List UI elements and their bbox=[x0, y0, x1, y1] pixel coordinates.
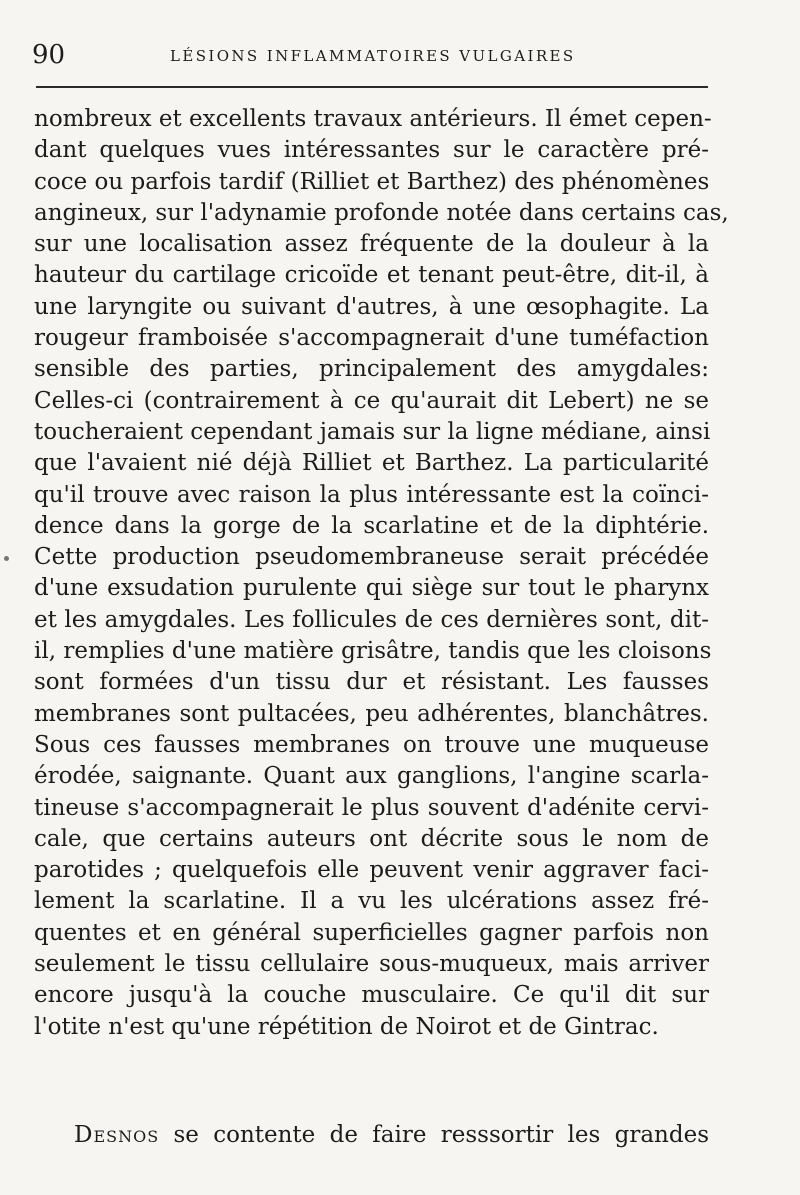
text-line-18: il, remplies d'une matière grisâtre, tandis que les cloisons bbox=[34, 638, 712, 665]
text-line-28: seulement le tissu cellulaire sous-muqueux, mais arriver bbox=[34, 951, 709, 978]
text-line-13: qu'il trouve avec raison la plus intéressante est la coïnci- bbox=[34, 481, 709, 508]
paragraph-2 bbox=[74, 1120, 709, 1151]
text-line-27: quentes et en général superficielles gagner parfois non bbox=[34, 919, 709, 946]
text-line-7: une laryngite ou suivant d'autres, à une œsophagite. La bbox=[34, 293, 709, 320]
text-line-5: sur une localisation assez fréquente de la douleur à la bbox=[34, 231, 709, 258]
author-name: Desnos bbox=[74, 1122, 160, 1148]
text-line-9: sensible des parties, principalement des amygdales: bbox=[34, 356, 709, 383]
page-header bbox=[32, 38, 708, 72]
text-line-19: sont formées d'un tissu dur et résistant. Les fausses bbox=[34, 669, 709, 696]
text-line-17: et les amygdales. Les follicules de ces dernières sont, dit- bbox=[34, 606, 709, 633]
text-line-25: parotides ; quelquefois elle peuvent venir aggraver faci- bbox=[34, 857, 709, 884]
text-line-21: Sous ces fausses membranes on trouve une muqueuse bbox=[34, 731, 709, 758]
text-line-10: Celles-ci (contrairement à ce qu'aurait dit Lebert) ne se bbox=[34, 387, 709, 414]
paragraph-2-text: se contente de faire resssortir les grandes bbox=[159, 1122, 709, 1148]
text-line-2: dant quelques vues intéressantes sur le caractère pré- bbox=[34, 137, 709, 164]
paragraph-2-line bbox=[74, 1120, 709, 1151]
text-line-8: rougeur framboisée s'accompagnerait d'une tuméfaction bbox=[34, 325, 709, 352]
text-line-3: coce ou parfois tardif (Rilliet et Barthez) des phénomènes bbox=[34, 168, 710, 195]
page-number: 90 bbox=[32, 40, 66, 70]
margin-mark bbox=[4, 556, 9, 561]
text-line-30: l'otite n'est qu'une répétition de Noirot et de Gintrac. bbox=[34, 1013, 659, 1040]
text-line-24: cale, que certains auteurs ont décrite sous le nom de bbox=[34, 825, 709, 852]
text-line-12: que l'avaient nié déjà Rilliet et Barthez. La particularité bbox=[34, 450, 709, 477]
text-line-26: lement la scarlatine. Il a vu les ulcérations assez fré- bbox=[34, 888, 709, 915]
paragraph-1 bbox=[34, 104, 729, 1043]
text-line-16: d'une exsudation purulente qui siège sur tout le pharynx bbox=[34, 575, 709, 602]
text-line-1: nombreux et excellents travaux antérieurs. Il émet cepen- bbox=[34, 106, 712, 132]
text-line-29: encore jusqu'à la couche musculaire. Ce qu'il dit sur bbox=[34, 982, 709, 1009]
header-rule bbox=[36, 86, 708, 88]
text-line-22: érodée, saignante. Quant aux ganglions, l'angine scarla- bbox=[34, 763, 709, 790]
text-line-6: hauteur du cartilage cricoïde et tenant peut-être, dit-il, à bbox=[34, 262, 709, 289]
text-line-20: membranes sont pultacées, peu adhérentes, blanchâtres. bbox=[34, 700, 709, 727]
text-line-11: toucheraient cependant jamais sur la ligne médiane, ainsi bbox=[34, 418, 711, 445]
text-line-4: angineux, sur l'adynamie profonde notée dans certains cas, bbox=[34, 199, 729, 226]
text-line-15: Cette production pseudomembraneuse serait précédée bbox=[34, 544, 709, 571]
text-line-23: tineuse s'accompagnerait le plus souvent d'adénite cervi- bbox=[34, 794, 709, 821]
running-head: LÉSIONS INFLAMMATOIRES VULGAIRES bbox=[170, 47, 576, 65]
text-line-14: dence dans la gorge de la scarlatine et de la diphtérie. bbox=[34, 512, 709, 539]
